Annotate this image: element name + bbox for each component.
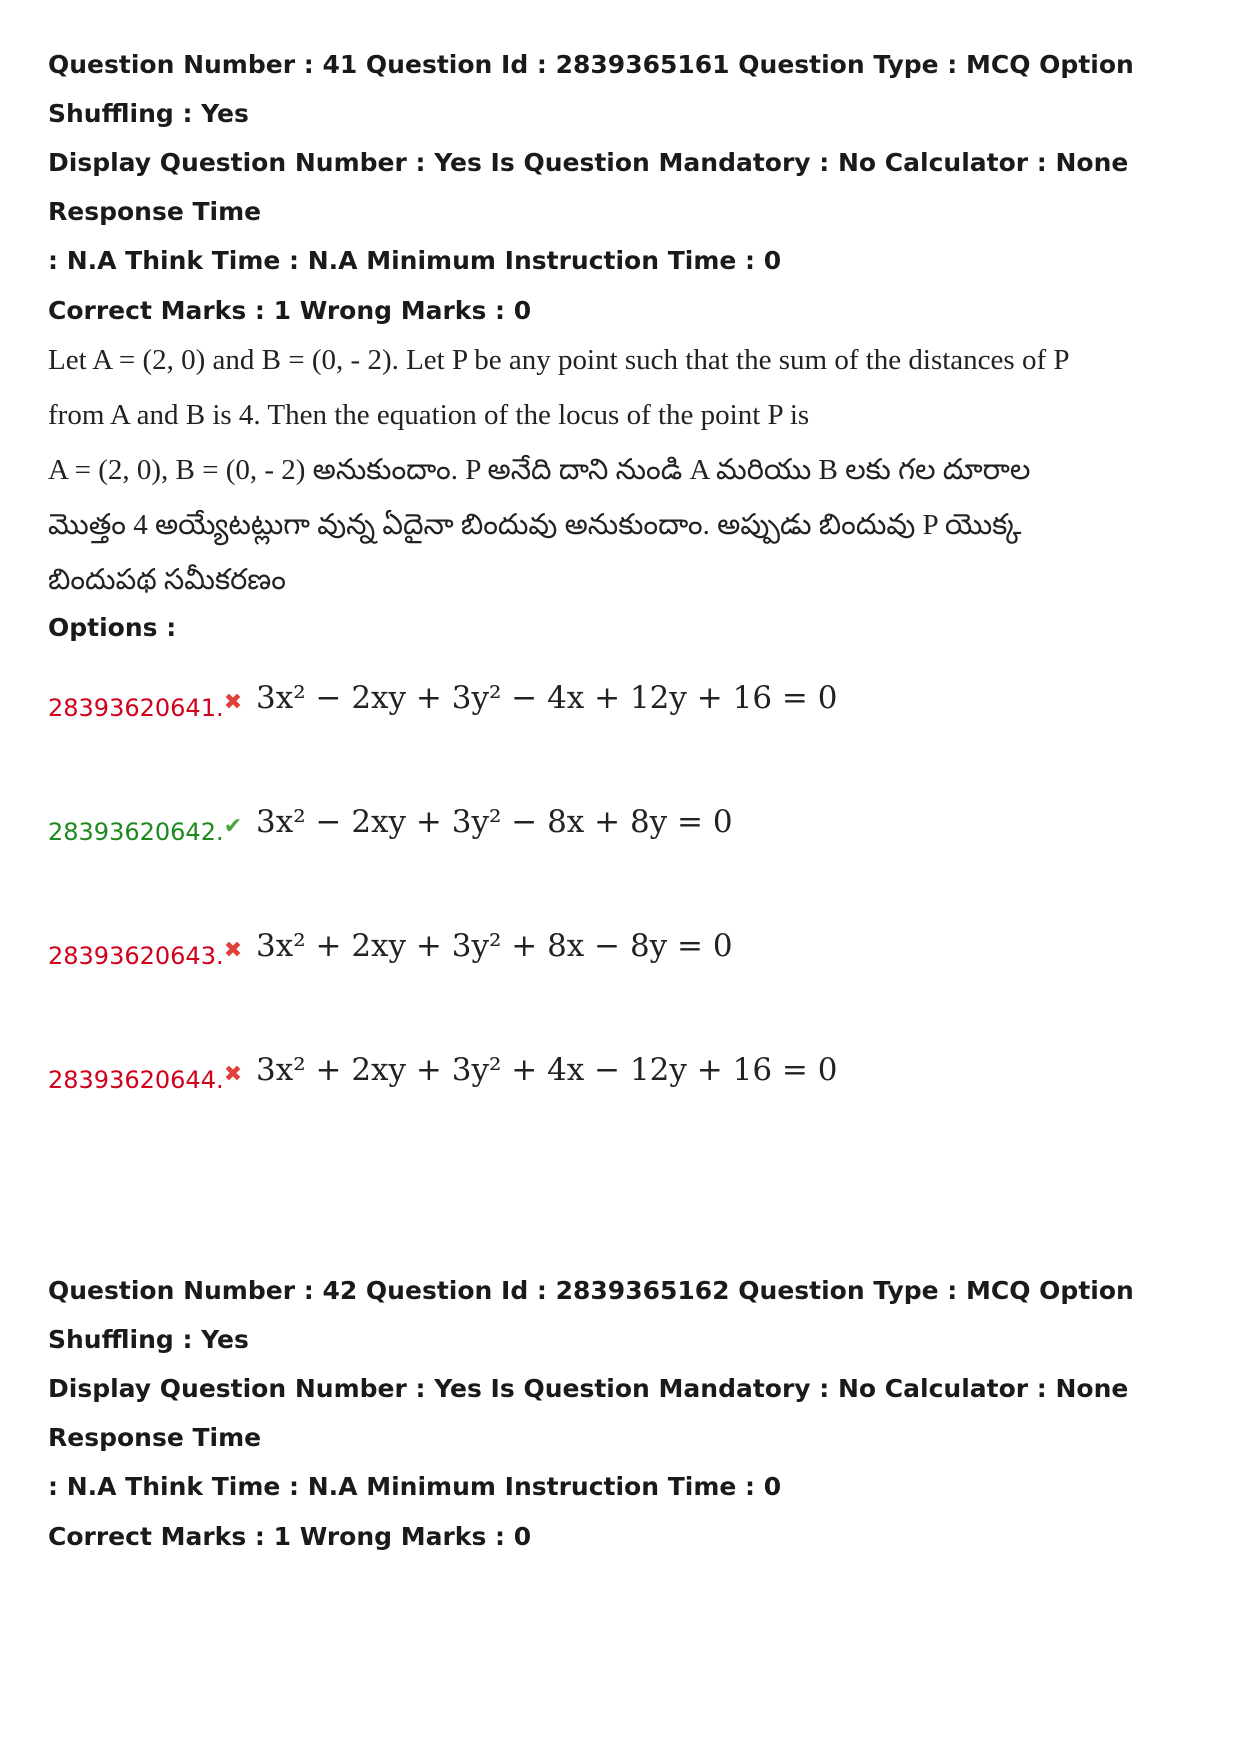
option-equation: 3x² − 2xy + 3y² − 8x + 8y = 0 [256, 804, 733, 840]
question-meta [48, 1266, 1208, 1511]
option-id: 28393620644. [48, 1066, 224, 1094]
meta-line: Question Number : 41 Question Id : 2839365161 Question Type : MCQ Option Shuffling : Yes [48, 50, 1134, 128]
option-equation: 3x² + 2xy + 3y² + 4x − 12y + 16 = 0 [256, 1052, 838, 1088]
document-page [48, 40, 1208, 1557]
question-text-line: Let A = (2, 0) and B = (0, - 2). Let P be any point such that the sum of the distances of P [48, 344, 1070, 376]
question-text [48, 333, 1208, 608]
option-item [48, 796, 1208, 920]
option-id: 28393620641. [48, 694, 224, 722]
check-icon: ✔ [223, 814, 243, 839]
option-item [48, 1044, 1208, 1168]
cross-icon: ✖ [223, 938, 243, 963]
option-item [48, 920, 1208, 1044]
cross-icon: ✖ [223, 1062, 243, 1087]
question-41 [48, 40, 1208, 1168]
question-meta [48, 40, 1208, 285]
options-list [48, 672, 1208, 1168]
meta-line: Display Question Number : Yes Is Question Mandatory : No Calculator : None Response Time [48, 148, 1129, 226]
meta-line: Display Question Number : Yes Is Question Mandatory : No Calculator : None Response Time [48, 1374, 1129, 1452]
question-42 [48, 1266, 1208, 1557]
meta-line: : N.A Think Time : N.A Minimum Instruction Time : 0 [48, 246, 782, 275]
options-heading: Options : [48, 613, 177, 642]
option-item [48, 672, 1208, 796]
option-id: 28393620642. [48, 818, 224, 846]
meta-line: Question Number : 42 Question Id : 2839365162 Question Type : MCQ Option Shuffling : Yes [48, 1276, 1134, 1354]
question-text-line: from A and B is 4. Then the equation of the locus of the point P is [48, 399, 810, 431]
question-text-line: A = (2, 0), B = (0, - 2) అనుకుందాం. P అనేది దాని నుండి A మరియు B లకు గల దూరాల [48, 454, 1031, 486]
marks-line: Correct Marks : 1 Wrong Marks : 0 [48, 296, 532, 325]
question-text-line: మొత్తం 4 అయ్యేటట్లుగా వున్న ఏదైనా బిందువు అనుకుందాం. అప్పుడు బిందువు P యొక్క [48, 509, 1022, 541]
option-id: 28393620643. [48, 942, 224, 970]
meta-line: : N.A Think Time : N.A Minimum Instruction Time : 0 [48, 1472, 782, 1501]
option-equation: 3x² − 2xy + 3y² − 4x + 12y + 16 = 0 [256, 680, 838, 716]
cross-icon: ✖ [223, 690, 243, 715]
option-equation: 3x² + 2xy + 3y² + 8x − 8y = 0 [256, 928, 733, 964]
question-text-line: బిందుపథ సమీకరణం [48, 564, 286, 596]
marks-line: Correct Marks : 1 Wrong Marks : 0 [48, 1522, 532, 1551]
